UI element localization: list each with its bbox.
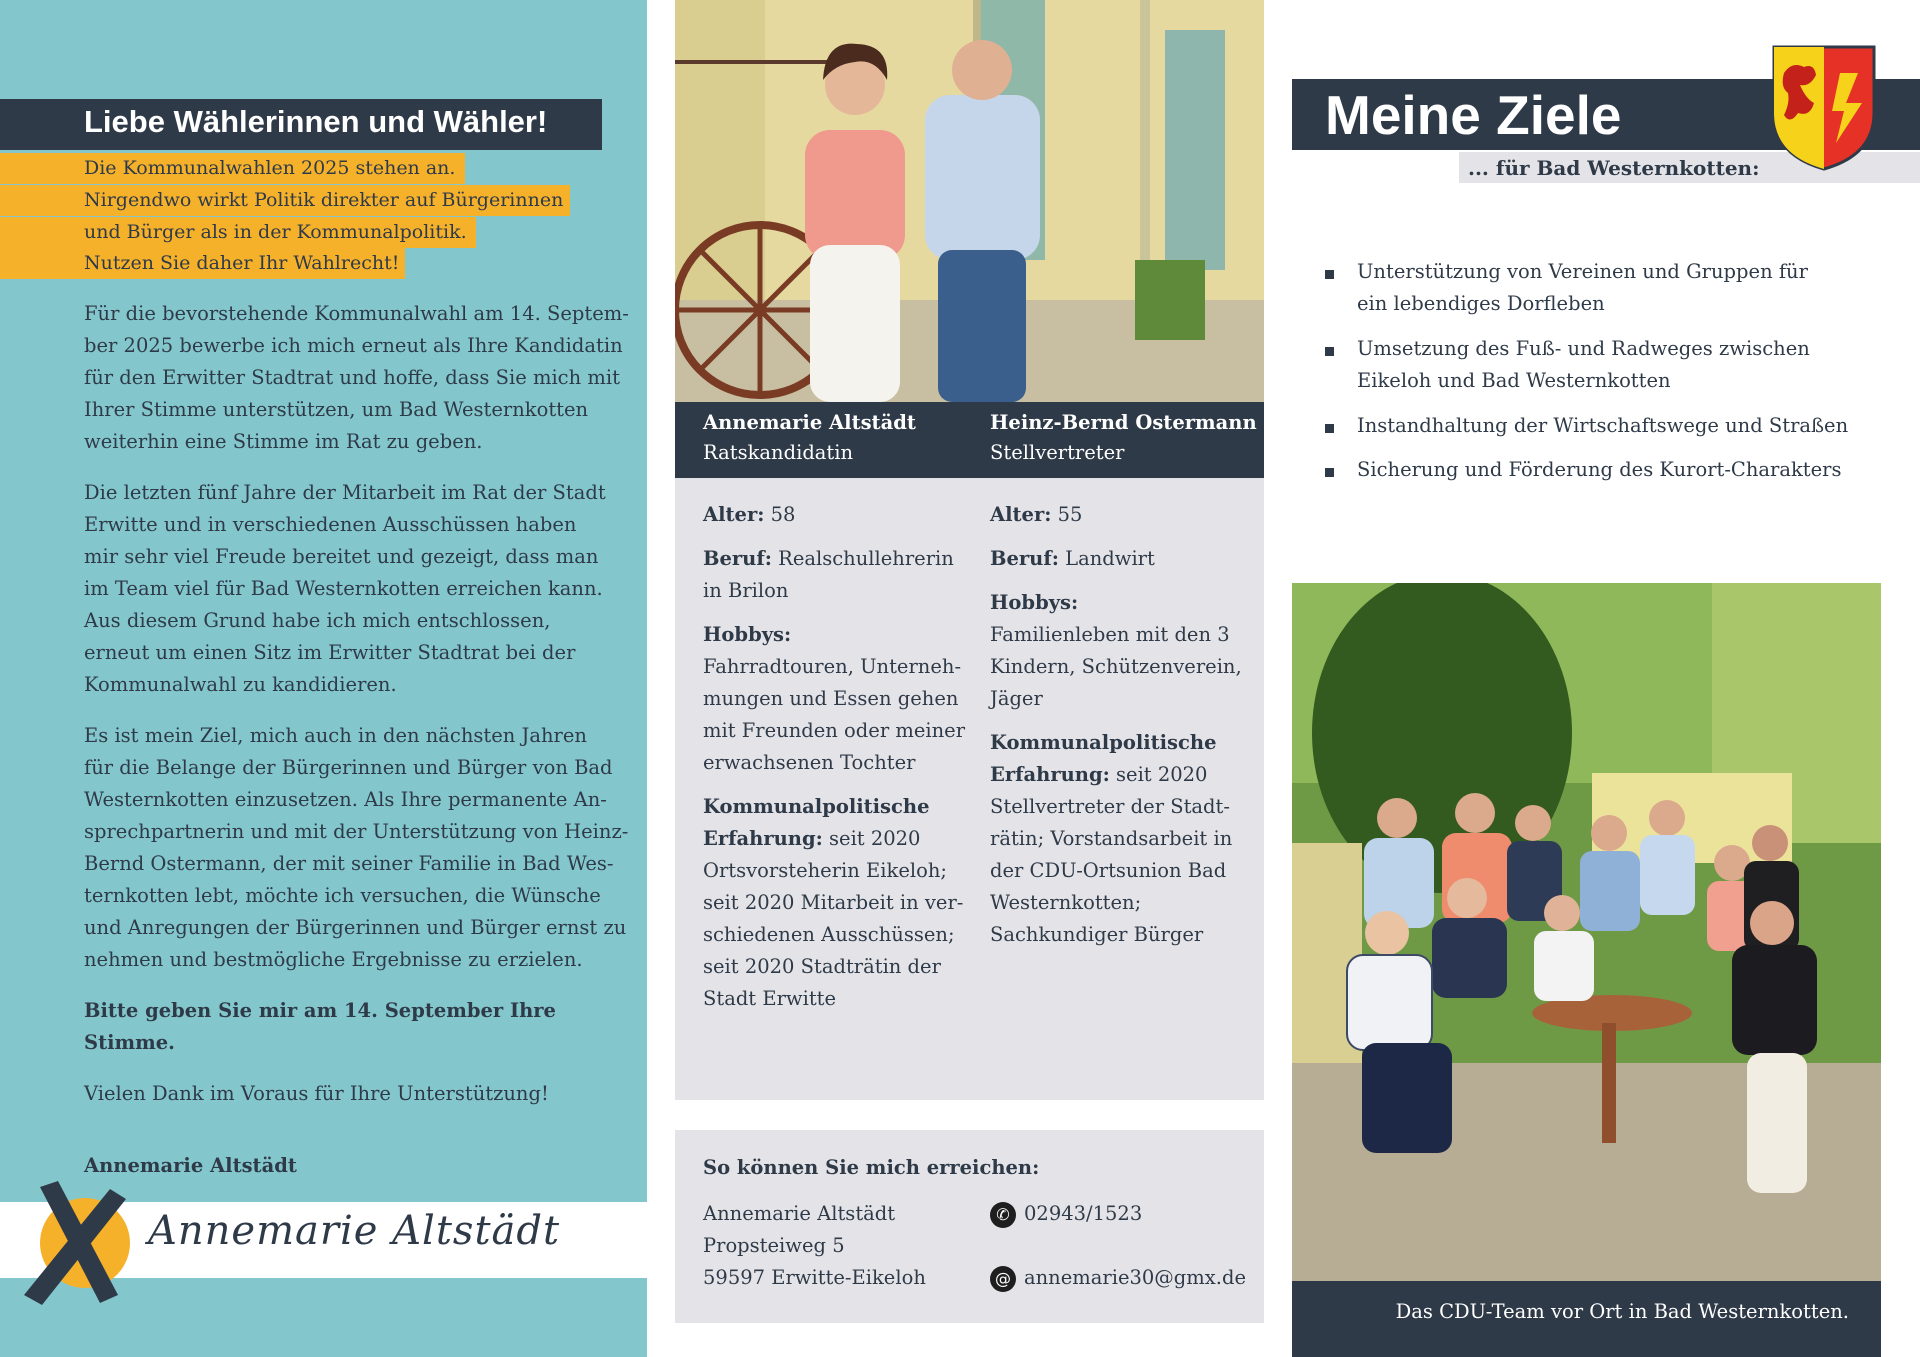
candidate-1-name: Annemarie Altstädt bbox=[703, 411, 916, 434]
text-line: Die letzten fünf Jahre der Mitarbeit im Rat der Stadt bbox=[84, 481, 606, 504]
vote-appeal: Bitte geben Sie mir am 14. September Ihre Stimme. bbox=[84, 999, 556, 1054]
thanks-line: Vielen Dank im Voraus für Ihre Unterstützung! bbox=[84, 1082, 549, 1105]
candidate-2-hobbies: Hobbys: Familienleben mit den 3 Kindern, Schützenverein, Jäger bbox=[990, 591, 1242, 710]
goal-item: Sicherung und Förderung des Kurort-Charakters bbox=[1357, 458, 1842, 481]
text-line: Ihrer Stimme unterstützen, um Bad Westernkotten bbox=[84, 398, 589, 421]
letter-body bbox=[84, 298, 629, 1201]
candidate-1-experience: Kommunalpolitische Erfahrung: seit 2020 Ortsvorsteherin Eikeloh; seit 2020 Mitarbeit in ver-schiedenen Ausschüssen; seit 2020 Stadträtin der Stadt Erwitte bbox=[703, 795, 964, 1010]
candidate-2-details bbox=[990, 499, 1250, 963]
candidate-1-hobbies: Hobbys: Fahrradtouren, Unterneh-mungen und Essen gehen mit Freunden oder meiner erwachsenen Tochter bbox=[703, 623, 966, 774]
at-icon: @ bbox=[990, 1266, 1016, 1292]
text-line: ternkotten lebt, möchte ich versuchen, die Wünsche bbox=[84, 884, 601, 907]
contact-heading: So können Sie mich erreichen: bbox=[703, 1156, 1040, 1179]
text-line: nehmen und bestmögliche Ergebnisse zu erzielen. bbox=[84, 948, 583, 971]
candidates-photo bbox=[675, 0, 1264, 402]
text-line: und Anregungen der Bürgerinnen und Bürger ernst zu bbox=[84, 916, 627, 939]
candidate-2-role: Stellvertreter bbox=[990, 441, 1125, 464]
letter-paragraph-2 bbox=[84, 477, 624, 701]
contact-city: 59597 Erwitte-Eikeloh bbox=[703, 1266, 926, 1289]
candidate-1-job: Beruf: Realschullehrerin in Brilon bbox=[703, 547, 954, 602]
bullet-icon bbox=[1325, 270, 1334, 279]
goal-item: Unterstützung von Vereinen und Gruppen für ein lebendiges Dorfleben bbox=[1357, 260, 1808, 315]
intro-line: und Bürger als in der Kommunalpolitik. bbox=[84, 221, 467, 243]
contact-email[interactable]: annemarie30@gmx.de bbox=[1024, 1266, 1247, 1289]
text-line: Es ist mein Ziel, mich auch in den nächsten Jahren bbox=[84, 724, 587, 747]
team-photo-caption: Das CDU-Team vor Ort in Bad Westernkotten. bbox=[1395, 1300, 1849, 1323]
text-line: Kommunalwahl zu kandidieren. bbox=[84, 673, 397, 696]
text-line: sprechpartnerin und mit der Unterstützung von Heinz- bbox=[84, 820, 629, 843]
text-line: ber 2025 bewerbe ich mich erneut als Ihre Kandidatin bbox=[84, 334, 623, 357]
goals-subtitle: ... für Bad Westernkotten: bbox=[1468, 156, 1760, 180]
text-line: weiterhin eine Stimme im Rat zu geben. bbox=[84, 430, 483, 453]
text-line: erneut um einen Sitz im Erwitter Stadtrat bei der bbox=[84, 641, 576, 664]
letter-paragraph-3 bbox=[84, 720, 629, 976]
letter-paragraph-1 bbox=[84, 298, 629, 458]
letter-signoff: Annemarie Altstädt bbox=[84, 1154, 297, 1177]
phone-icon: ✆ bbox=[990, 1202, 1016, 1228]
bullet-icon bbox=[1325, 347, 1334, 356]
candidate-2-experience: Kommunalpolitische Erfahrung: seit 2020 Stellvertreter der Stadt-rätin; Vorstandsarbeit in der CDU-Ortsunion Bad Westernkotten; Sachkundiger Bürger bbox=[990, 731, 1233, 946]
candidate-2-age: Alter: 55 bbox=[990, 503, 1083, 526]
goals-title: Meine Ziele bbox=[1325, 84, 1622, 146]
text-line: im Team viel für Bad Westernkotten erreichen kann. bbox=[84, 577, 603, 600]
team-photo bbox=[1292, 583, 1881, 1281]
text-line: Aus diesem Grund habe ich mich entschlossen, bbox=[84, 609, 551, 632]
candidate-2-job: Beruf: Landwirt bbox=[990, 547, 1155, 570]
text-line: für die Belange der Bürgerinnen und Bürger von Bad bbox=[84, 756, 613, 779]
bullet-icon bbox=[1325, 424, 1334, 433]
text-line: Bernd Ostermann, der mit seiner Familie in Bad Wes- bbox=[84, 852, 614, 875]
intro-line: Nirgendwo wirkt Politik direkter auf Bürgerinnen bbox=[84, 189, 564, 211]
text-line: Erwitte und in verschiedenen Ausschüssen haben bbox=[84, 513, 577, 536]
candidate-1-age: Alter: 58 bbox=[703, 503, 796, 526]
ballot-cross-icon bbox=[18, 1175, 138, 1310]
greeting-title: Liebe Wählerinnen und Wähler! bbox=[84, 104, 548, 139]
intro-line: Die Kommunalwahlen 2025 stehen an. bbox=[84, 157, 456, 179]
contact-name: Annemarie Altstädt bbox=[703, 1202, 896, 1225]
bullet-icon bbox=[1325, 468, 1334, 477]
candidate-1-details bbox=[703, 499, 973, 1027]
text-line: für den Erwitter Stadtrat und hoffe, dass Sie mich mit bbox=[84, 366, 620, 389]
text-line: Für die bevorstehende Kommunalwahl am 14. Septem- bbox=[84, 302, 629, 325]
text-line: mir sehr viel Freude bereitet und gezeigt, dass man bbox=[84, 545, 599, 568]
contact-phone[interactable]: 02943/1523 bbox=[1024, 1202, 1143, 1225]
candidate-2-name: Heinz-Bernd Ostermann bbox=[990, 411, 1257, 434]
coat-of-arms-icon bbox=[1770, 43, 1878, 173]
intro-line: Nutzen Sie daher Ihr Wahlrecht! bbox=[84, 252, 400, 274]
handwritten-signature: Annemarie Altstädt bbox=[148, 1208, 561, 1254]
goal-item: Umsetzung des Fuß- und Radweges zwischen Eikeloh und Bad Westernkotten bbox=[1357, 337, 1810, 392]
candidate-1-role: Ratskandidatin bbox=[703, 441, 854, 464]
contact-street: Propsteiweg 5 bbox=[703, 1234, 845, 1257]
text-line: Westernkotten einzusetzen. Als Ihre permanente An- bbox=[84, 788, 607, 811]
goal-item: Instandhaltung der Wirtschaftswege und Straßen bbox=[1357, 414, 1849, 437]
